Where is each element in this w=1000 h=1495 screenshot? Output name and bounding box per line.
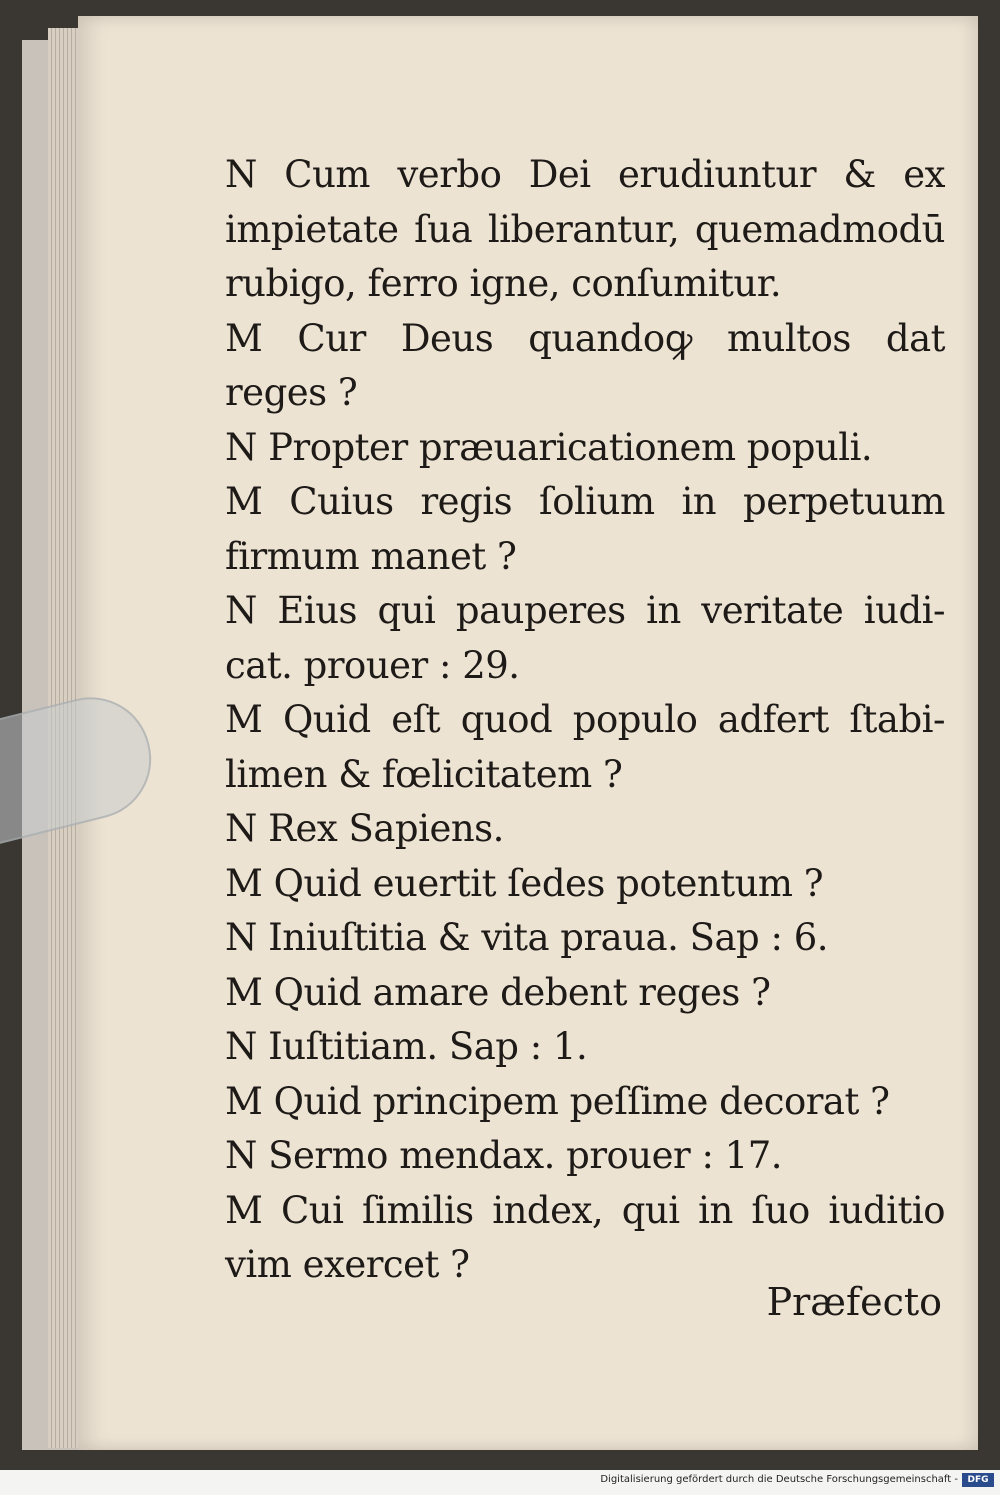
text-line: M Cui ſimilis index, qui in ſuo iuditio xyxy=(225,1188,945,1232)
page-text xyxy=(225,148,945,1293)
text-line: impietate ſua liberantur, quemadmodū xyxy=(225,207,945,251)
text-line: M Cur Deus quandoꝙ multos dat xyxy=(225,316,945,360)
text-line: N Propter præuaricationem populi. xyxy=(225,425,873,469)
text-line: N Iniuſtitia & vita praua. Sap : 6. xyxy=(225,916,829,959)
text-line: M Quid eſt quod populo adfert ſtabi- xyxy=(225,698,945,741)
text-line: N Iuſtitiam. Sap : 1. xyxy=(225,1025,588,1068)
catchword: Præfecto xyxy=(766,1280,942,1324)
text-line: limen & fœlicitatem ? xyxy=(225,752,623,796)
text-line: M Quid principem peſſime decorat ? xyxy=(225,1079,890,1123)
text-line: M Quid euertit ſedes potentum ? xyxy=(225,861,824,905)
text-line: reges ? xyxy=(225,371,358,414)
text-line: N Eius qui pauperes in veritate iudi- xyxy=(225,589,945,632)
text-line: N Cum verbo Dei erudiuntur & ex xyxy=(225,153,945,196)
digitization-credit: Digitalisierung gefördert durch die Deutsche Forschungsgemeinschaft - xyxy=(600,1474,958,1485)
text-line: vim exercet ? xyxy=(225,1243,470,1286)
footer-bar xyxy=(0,1470,1000,1495)
text-line: rubigo, ferro igne, conſumitur. xyxy=(225,262,782,305)
text-line: N Sermo mendax. prouer : 17. xyxy=(225,1134,783,1177)
text-line: M Cuius regis ſolium in perpetuum xyxy=(225,480,945,523)
text-line: cat. prouer : 29. xyxy=(225,643,520,687)
text-line: N Rex Sapiens. xyxy=(225,807,504,850)
text-line: M Quid amare debent reges ? xyxy=(225,970,771,1014)
text-line: firmum manet ? xyxy=(225,534,517,578)
dfg-logo-icon: DFG xyxy=(962,1473,994,1487)
